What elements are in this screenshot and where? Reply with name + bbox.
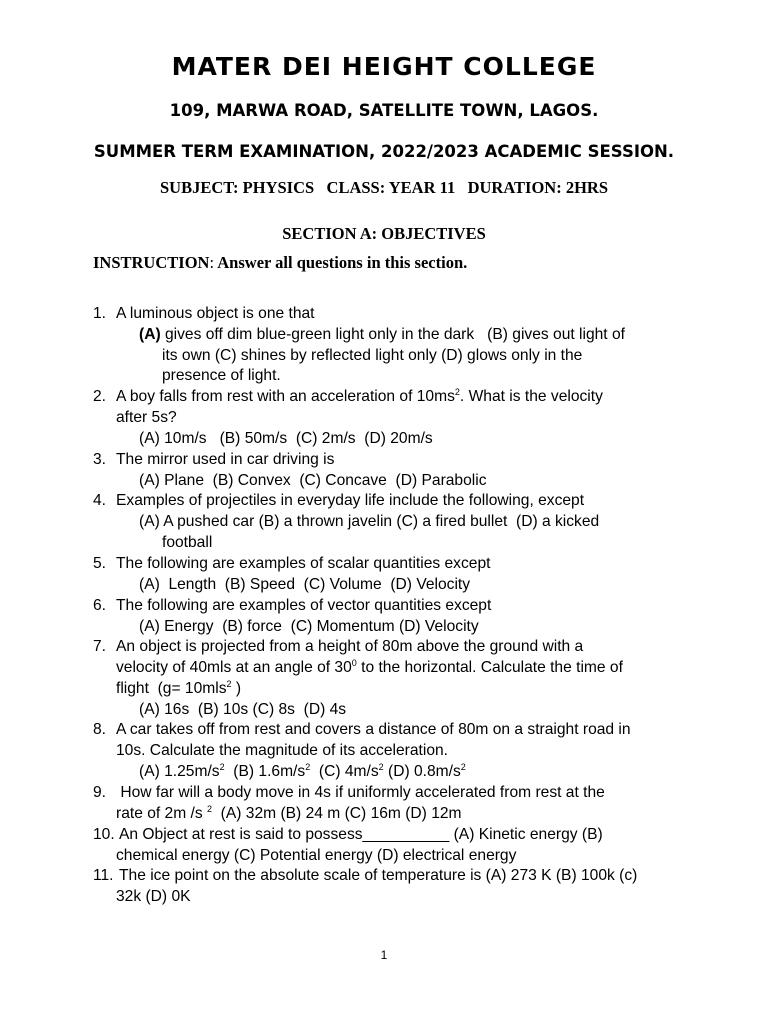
instruction: INSTRUCTION: Answer all questions in this section. xyxy=(93,253,468,272)
question-option: presence of light. xyxy=(162,367,281,384)
question-options: (A) 10m/s (B) 50m/s (C) 2m/s (D) 20m/s xyxy=(139,430,433,447)
option-text: gives off dim blue-green light only in the dark (B) gives out light of xyxy=(165,326,625,343)
question-number: 4. xyxy=(93,492,107,509)
question-number: 9. xyxy=(93,784,107,801)
exam-title: SUMMER TERM EXAMINATION, 2022/2023 ACADEMIC SESSION. xyxy=(93,142,675,161)
superscript: 2 xyxy=(460,762,466,772)
question-number: 8. xyxy=(93,721,107,738)
question-number: 5. xyxy=(93,555,107,572)
question-options: (A) 16s (B) 10s (C) 8s (D) 4s xyxy=(139,701,347,718)
stem-text: . What is the velocity xyxy=(459,388,603,405)
question-stem: The mirror used in car driving is xyxy=(116,451,335,468)
question-stem xyxy=(116,387,603,407)
question-number: 6. xyxy=(93,597,107,614)
question-options: (A) Length (B) Speed (C) Volume (D) Velocity xyxy=(139,576,471,593)
question-number: 3. xyxy=(93,451,107,468)
question-stem: A car takes off from rest and covers a distance of 80m on a straight road in xyxy=(116,721,631,738)
instruction-text: Answer all questions in this section. xyxy=(214,253,468,272)
question-options: (A) A pushed car (B) a thrown javelin (C) a fired bullet (D) a kicked xyxy=(139,513,600,530)
option-label: (A) xyxy=(139,326,161,343)
stem-text: to the horizontal. Calculate the time of xyxy=(356,659,623,676)
question-options: football xyxy=(162,534,213,551)
instruction-label: INSTRUCTION xyxy=(93,253,210,272)
question-stem: The following are examples of scalar quantities except xyxy=(116,555,491,572)
question-number: 11. xyxy=(93,867,114,884)
superscript: 2 xyxy=(454,387,460,397)
superscript: 2 xyxy=(207,804,213,814)
superscript: 2 xyxy=(219,762,225,772)
question-number: 2. xyxy=(93,388,107,405)
question-stem: An Object at rest is said to possess__________ (A) Kinetic energy (B) xyxy=(119,826,603,843)
option-text: (B) 1.6m/s xyxy=(224,763,306,780)
question-options: (A) Plane (B) Convex (C) Concave (D) Parabolic xyxy=(139,472,487,489)
question-stem: The ice point on the absolute scale of temperature is (A) 273 K (B) 100k (c) xyxy=(119,867,638,884)
superscript: 0 xyxy=(351,658,357,668)
stem-text: velocity of 40mls at an angle of 30 xyxy=(116,659,352,676)
question-stem: 10s. Calculate the magnitude of its acceleration. xyxy=(116,742,448,759)
stem-text: rate of 2m /s xyxy=(116,805,207,822)
question-stem xyxy=(116,804,462,824)
stem-text: ) xyxy=(231,680,242,697)
stem-text: (A) 32m (B) 24 m (C) 16m (D) 12m xyxy=(212,805,462,822)
option-text: (C) 4m/s xyxy=(310,763,379,780)
question-option xyxy=(139,325,625,345)
question-number: 10. xyxy=(93,826,115,843)
question-options xyxy=(139,762,466,782)
school-address: 109, MARWA ROAD, SATELLITE TOWN, LAGOS. xyxy=(169,101,599,120)
superscript: 2 xyxy=(226,679,232,689)
question-stem: after 5s? xyxy=(116,409,177,426)
question-number: 1. xyxy=(93,305,107,322)
page-number: 1 xyxy=(380,948,388,962)
question-stem xyxy=(116,658,623,678)
question-stem: An object is projected from a height of 80m above the ground with a xyxy=(116,638,584,655)
option-text: (A) 1.25m/s xyxy=(139,763,220,780)
question-stem: Examples of projectiles in everyday life include the following, except xyxy=(116,492,585,509)
question-number: 7. xyxy=(93,638,107,655)
school-name: MATER DEI HEIGHT COLLEGE xyxy=(171,52,597,81)
stem-text: A boy falls from rest with an acceleration of 10ms xyxy=(116,388,455,405)
question-stem: 32k (D) 0K xyxy=(116,888,191,905)
question-option: its own (C) shines by reflected light only (D) glows only in the xyxy=(162,347,583,364)
question-stem xyxy=(116,679,241,699)
subject-line: SUBJECT: PHYSICS CLASS: YEAR 11 DURATION: 2HRS xyxy=(159,178,608,197)
superscript: 2 xyxy=(305,762,311,772)
section-heading: SECTION A: OBJECTIVES xyxy=(282,224,486,243)
superscript: 2 xyxy=(378,762,384,772)
question-stem: chemical energy (C) Potential energy (D) electrical energy xyxy=(116,847,517,864)
question-stem: The following are examples of vector quantities except xyxy=(116,597,492,614)
option-text: (D) 0.8m/s xyxy=(383,763,461,780)
question-options: (A) Energy (B) force (C) Momentum (D) Velocity xyxy=(139,618,479,635)
question-stem: How far will a body move in 4s if uniformly accelerated from rest at the xyxy=(116,784,605,801)
stem-text: flight (g= 10mls xyxy=(116,680,227,697)
question-stem: A luminous object is one that xyxy=(116,305,315,322)
